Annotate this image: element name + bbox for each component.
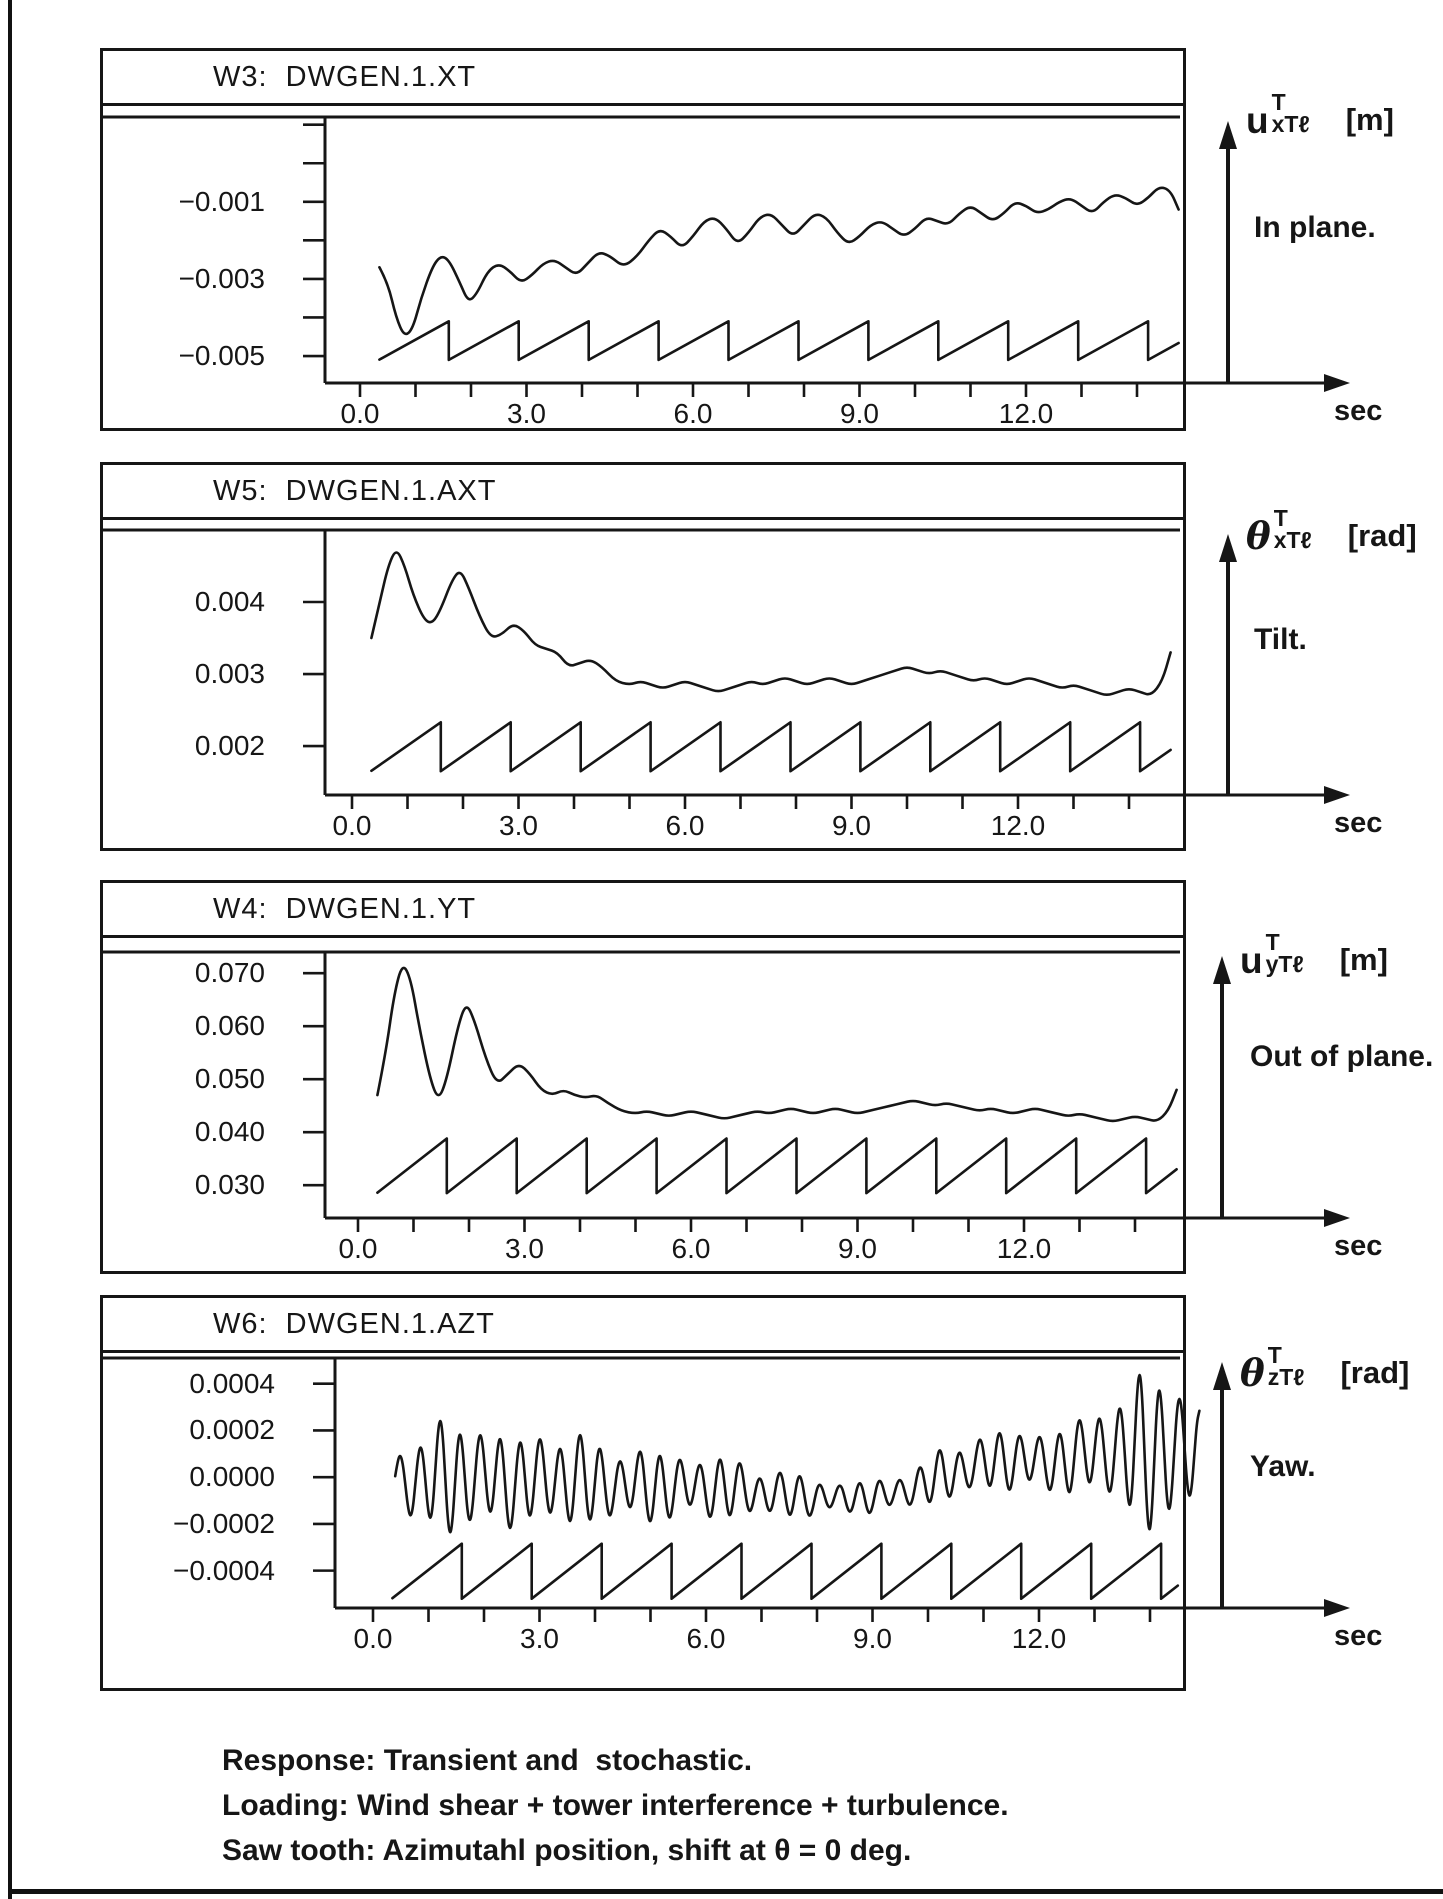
x-tick-label: 6.0 [671,1233,711,1264]
plot-window-w4-title: W4: DWGEN.1.YT [213,893,477,925]
x-tick-label: 3.0 [499,810,538,841]
y-tick-label: 0.0004 [189,1367,275,1399]
x-axis-arrowhead [1324,1599,1350,1617]
x-tick-label: 12.0 [996,1233,1052,1264]
w3-axis-description: In plane. [1254,211,1376,244]
w6-axis-symbol-stack [1267,1342,1305,1390]
y-tick-label: 0.0000 [189,1461,275,1493]
plot-window-w5-titlebar [103,465,1183,520]
w4-axis-symbol-sup: T [1265,929,1280,955]
w5-axis-symbol-base: θ [1246,514,1271,558]
plot-window-w3-titlebar [103,51,1183,106]
plot-window-w4-titlebar [103,883,1183,938]
plot-window-w5 [100,462,1186,851]
w3-axis-symbol-stack [1271,89,1310,137]
w4-axis-symbol-stack [1265,929,1304,977]
y-tick-label: −0.001 [178,185,265,217]
x-tick-label: 12.0 [1011,1623,1067,1654]
value-axis-arrowhead [1213,1362,1231,1390]
w5-sec-label: sec [1334,807,1383,839]
y-tick-label: −0.003 [178,262,265,294]
x-tick-label: 6.0 [673,398,713,429]
w6-axis-symbol-sub: zTℓ [1267,1363,1305,1390]
w6-axis-symbol-base: θ [1240,1351,1265,1395]
w4-axis-unit: [m] [1339,942,1388,977]
plot-window-w5-title: W5: DWGEN.1.AXT [213,475,497,507]
x-tick-label: 0.0 [338,1233,378,1264]
caption-line-sawtooth: Saw tooth: Azimutahl position, shift at θ = 0 deg. [222,1834,912,1867]
y-tick-label: 0.004 [194,586,265,617]
value-axis-arrowhead [1219,121,1237,149]
w3-axis-symbol [1246,89,1394,141]
w4-axis-symbol-base: u [1240,940,1263,981]
w3-axis-symbol-base: u [1246,100,1269,141]
x-tick-label: 12.0 [998,398,1054,429]
w6-axis-symbol [1240,1342,1410,1395]
plot-window-w6-title: W6: DWGEN.1.AZT [213,1308,495,1340]
y-tick-label: 0.060 [194,1010,265,1042]
w3-axis-symbol-sub: xTℓ [1271,110,1310,137]
w4-sec-label: sec [1334,1230,1383,1262]
x-axis-arrowhead [1324,1209,1350,1227]
w6-axis-symbol-sup: T [1267,1342,1282,1368]
w5-axis-symbol-sup: T [1273,505,1288,531]
plot-window-w6-titlebar [103,1298,1183,1353]
x-tick-label: 9.0 [832,810,871,841]
y-tick-label: 0.070 [194,957,265,989]
w4-axis-description: Out of plane. [1250,1040,1434,1073]
y-tick-label: 0.002 [194,730,265,762]
y-tick-label: −0.0004 [173,1554,275,1586]
y-tick-label: −0.005 [178,340,265,371]
x-tick-label: 6.0 [665,810,705,841]
w3-sec-label: sec [1334,395,1383,427]
x-tick-label: 9.0 [840,398,879,429]
y-tick-label: −0.0002 [173,1507,275,1539]
w5-axis-symbol-sub: xTℓ [1273,526,1312,553]
y-tick-label: 0.040 [194,1116,265,1148]
x-tick-label: 9.0 [853,1623,892,1654]
value-axis-arrowhead [1213,956,1231,984]
w3-axis-unit: [m] [1345,102,1394,137]
caption-line-response: Response: Transient and stochastic. [222,1744,753,1777]
x-tick-label: 3.0 [507,398,546,429]
x-axis-arrowhead [1324,786,1350,804]
w6-axis-description: Yaw. [1250,1450,1316,1483]
x-tick-label: 9.0 [838,1233,877,1264]
y-tick-label: 0.050 [194,1063,265,1095]
w4-axis-symbol-sub: yTℓ [1265,950,1304,977]
x-tick-label: 12.0 [990,810,1046,841]
y-tick-label: 0.003 [194,658,265,690]
x-tick-label: 3.0 [505,1233,544,1264]
w6-sec-label: sec [1334,1620,1383,1652]
x-tick-label: 0.0 [340,398,380,429]
value-axis-arrowhead [1219,534,1237,562]
w5-axis-symbol [1246,505,1417,558]
w5-axis-unit: [rad] [1347,518,1417,553]
x-tick-label: 3.0 [520,1623,559,1654]
w3-axis-symbol-sup: T [1271,89,1286,115]
w4-axis-symbol [1240,929,1388,981]
w5-axis-symbol-stack [1273,505,1312,553]
w6-axis-unit: [rad] [1340,1355,1410,1390]
x-tick-label: 0.0 [353,1623,393,1654]
y-tick-label: 0.030 [194,1169,265,1201]
plot-window-w3-title: W3: DWGEN.1.XT [213,61,477,93]
x-tick-label: 6.0 [686,1623,726,1654]
x-axis-arrowhead [1324,374,1350,392]
plot-window-w3 [100,48,1186,431]
caption-line-loading: Loading: Wind shear + tower interference + turbulence. [222,1789,1009,1822]
w5-axis-description: Tilt. [1254,623,1307,656]
y-tick-label: 0.0002 [189,1414,275,1446]
x-tick-label: 0.0 [332,810,372,841]
